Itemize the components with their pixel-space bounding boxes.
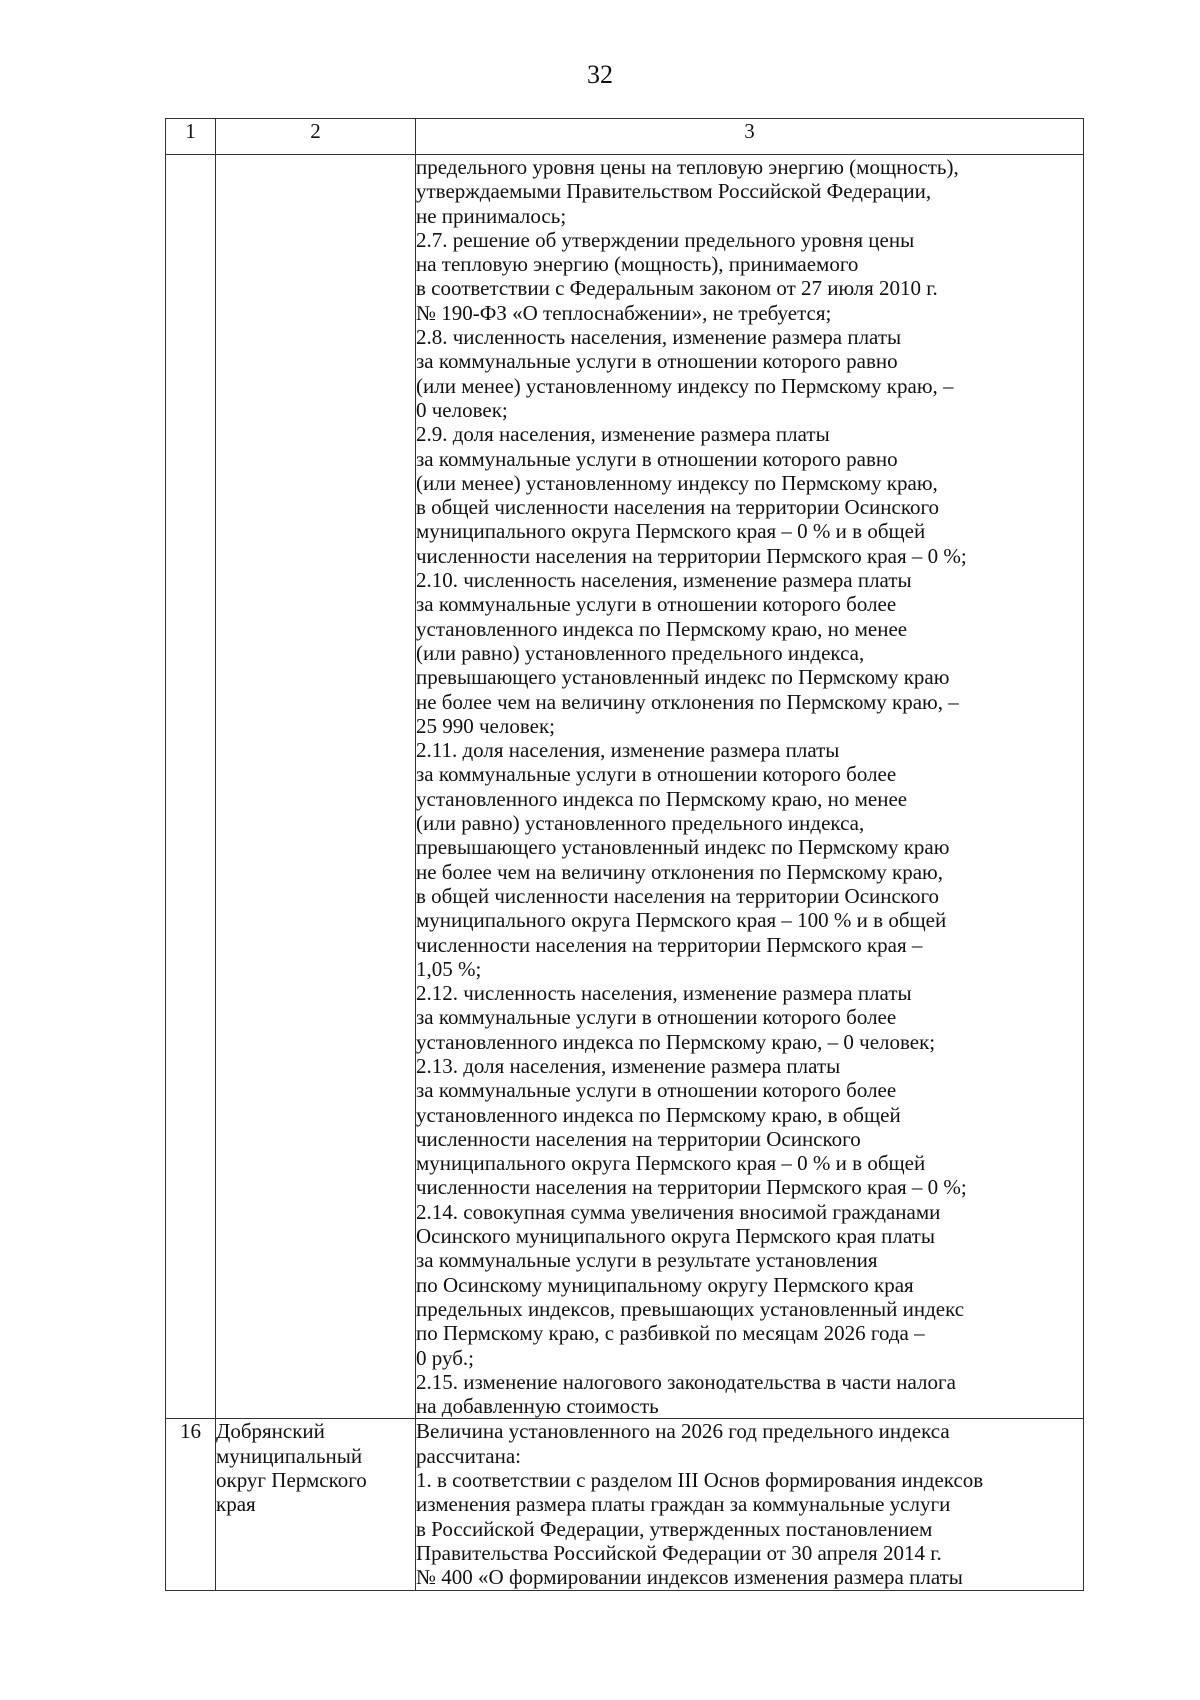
page-number: 32 — [587, 60, 613, 89]
description-text-line: (или равно) установленного предельного индекса, — [416, 640, 865, 665]
description-text-line: за коммунальные услуги в отношении которого равно — [416, 446, 898, 471]
description-text-line: 2.9. доля населения, изменение размера платы — [416, 422, 830, 447]
description-text-line: Правительства Российской Федерации от 30 апреля 2014 г. — [416, 1540, 942, 1565]
description-text-line: по Осинскому муниципальному округу Пермского края — [416, 1272, 914, 1297]
description-text-line: установленного индекса по Пермскому краю, но менее — [416, 786, 908, 811]
description-text-line: (или менее) установленному индексу по Пермскому краю, – — [416, 373, 954, 398]
description-text-line: численности населения на территории Осинского — [416, 1126, 861, 1151]
description-text-line: на добавленную стоимость — [416, 1394, 659, 1419]
description-text-line: за коммунальные услуги в результате установления — [416, 1248, 878, 1273]
description-text-cell — [416, 155, 1084, 1419]
description-text-line: (или менее) установленному индексу по Пермскому краю, — [416, 470, 938, 495]
description-text-line: за коммунальные услуги в отношении которого более — [416, 762, 897, 787]
description-text-line: муниципального округа Пермского края – 0 % и в общей — [416, 519, 926, 544]
header-column-municipality: 2 — [216, 119, 416, 155]
header-column-description: 3 — [416, 119, 1084, 155]
description-text-line: Осинского муниципального округа Пермского края платы — [416, 1224, 935, 1249]
table-row — [166, 1419, 1084, 1590]
description-text-line: муниципального округа Пермского края – 0 % и в общей — [416, 1151, 926, 1176]
description-text-line: 25 990 человек; — [416, 713, 556, 738]
description-text-line: по Пермскому краю, с разбивкой по месяцам 2026 года – — [416, 1321, 925, 1346]
description-text-line: не принималось; — [416, 203, 567, 228]
description-text-line: предельного уровня цены на тепловую энергию (мощность), — [416, 155, 959, 179]
municipality-name-line: края — [216, 1492, 256, 1517]
description-text-line: 2.11. доля населения, изменение размера платы — [416, 738, 840, 763]
description-text-line: 0 руб.; — [416, 1345, 474, 1370]
description-text-line: в общей численности населения на территории Осинского — [416, 883, 940, 908]
description-text-line: численности населения на территории Пермского края – — [416, 932, 923, 957]
description-text-line: за коммунальные услуги в отношении которого более — [416, 592, 897, 617]
description-text-line: 2.15. изменение налогового законодательства в части налога — [416, 1369, 956, 1394]
description-text-line: 2.10. численность населения, изменение размера платы — [416, 568, 912, 593]
description-text-line: установленного индекса по Пермскому краю, в общей — [416, 1102, 901, 1127]
municipality-name-cell — [216, 1419, 416, 1590]
description-text-line: рассчитана: — [416, 1443, 521, 1468]
description-text-line: численности населения на территории Пермского края – 0 %; — [416, 1175, 967, 1200]
description-text-line: на тепловую энергию (мощность), принимаемого — [416, 252, 859, 277]
description-text-line: за коммунальные услуги в отношении которого более — [416, 1005, 897, 1030]
description-text-line: превышающего установленный индекс по Пермскому краю — [416, 835, 950, 860]
description-text-line: предельных индексов, превышающих установленный индекс — [416, 1296, 965, 1321]
municipality-name-line: округ Пермского — [216, 1468, 367, 1493]
description-text-line: в Российской Федерации, утвержденных постановлением — [416, 1516, 933, 1541]
description-text-cell — [416, 1419, 1084, 1590]
description-text-line: превышающего установленный индекс по Пермскому краю — [416, 665, 950, 690]
description-text-line: 2.14. совокупная сумма увеличения вносимой гражданами — [416, 1199, 941, 1224]
description-text-line: за коммунальные услуги в отношении которого равно — [416, 349, 898, 374]
description-text-line: в соответствии с Федеральным законом от 27 июля 2010 г. — [416, 276, 938, 301]
description-text-line: № 400 «О формировании индексов изменения размера платы — [416, 1565, 963, 1590]
description-text-line: № 190-ФЗ «О теплоснабжении», не требуется; — [416, 300, 832, 325]
description-text-line: 1,05 %; — [416, 956, 482, 981]
description-text-line: 2.7. решение об утверждении предельного уровня цены — [416, 227, 915, 252]
table-row — [166, 155, 1084, 1419]
description-text-line: 2.8. численность населения, изменение размера платы — [416, 325, 902, 350]
municipality-name-cell — [216, 155, 416, 1419]
municipality-name-line: муниципальный — [216, 1443, 363, 1468]
row-number-cell: 16 — [166, 1419, 216, 1590]
description-text-line: 1. в соответствии с разделом III Основ формирования индексов — [416, 1468, 984, 1493]
municipality-name-line: Добрянский — [216, 1419, 325, 1444]
description-text-line: установленного индекса по Пермскому краю, но менее — [416, 616, 908, 641]
description-text-line: (или равно) установленного предельного индекса, — [416, 811, 865, 836]
description-text-line: установленного индекса по Пермскому краю, – 0 человек; — [416, 1029, 936, 1054]
table-header-row — [166, 119, 1084, 155]
description-text-line: численности населения на территории Пермского края – 0 %; — [416, 543, 967, 568]
description-text-line: за коммунальные услуги в отношении которого более — [416, 1078, 897, 1103]
description-text-line: утверждаемыми Правительством Российской Федерации, — [416, 179, 932, 204]
description-text-line: не более чем на величину отклонения по Пермскому краю, – — [416, 689, 959, 714]
row-number-cell — [166, 155, 216, 1419]
description-text-line: изменения размера платы граждан за коммунальные услуги — [416, 1492, 951, 1517]
description-text-line: 2.12. численность населения, изменение размера платы — [416, 981, 912, 1006]
municipal-index-table — [165, 118, 1084, 1591]
description-text-line: в общей численности населения на территории Осинского — [416, 495, 940, 520]
header-column-number: 1 — [166, 119, 216, 155]
description-text-line: не более чем на величину отклонения по Пермскому краю, — [416, 859, 943, 884]
description-text-line: Величина установленного на 2026 год предельного индекса — [416, 1419, 950, 1444]
description-text-line: 0 человек; — [416, 397, 508, 422]
description-text-line: муниципального округа Пермского края – 100 % и в общей — [416, 908, 947, 933]
description-text-line: 2.13. доля населения, изменение размера платы — [416, 1053, 841, 1078]
